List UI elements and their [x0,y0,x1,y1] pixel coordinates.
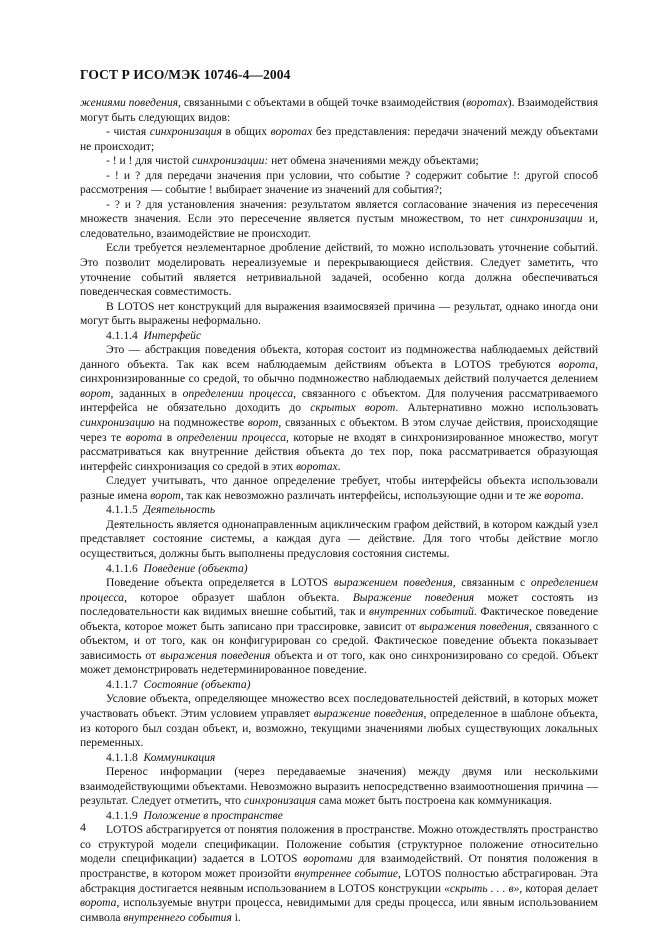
text-run: Условие объекта, определяющее множество всех последовательностей действий, в которых может участвовать объект. Этим условием управляет [80,693,598,720]
paragraph [80,474,598,503]
text-run: Перенос информации (через передаваемые значения) между двумя или несколькими взаимодействующими объектами. Невозможно выразить непосредственно взаимоотношения причина — результат. Следует отметить, что [80,766,598,808]
text-run: i. [231,911,241,924]
text-run: - ? и ? для установления значения: результатом является согласование значения из пересечения множеств значения. Если это пересечение является пустым множеством, то нет [80,198,598,226]
text-run: и, следовательно, взаимодействие не происходит. [80,213,598,240]
emphasis-text: синхронизация [149,126,222,139]
list-item [80,154,598,169]
section-number: 4.1.1.5 [106,504,138,517]
text-run: нет обмена значениями между объектами; [268,155,479,168]
emphasis-text: внутреннее событие [294,867,399,880]
text-run: ). Взаимодействия могут быть следующих видов: [80,97,599,124]
section-number: 4.1.1.6 [106,562,138,575]
text-run: . Фактическое поведение объекта, которое может быть записано при трассировке, зависит от [80,606,598,633]
emphasis-text: ворот [150,489,181,502]
emphasis-text: жениями поведения, [80,97,181,109]
text-run: в [162,431,177,444]
text-run: , связанным с [452,577,531,590]
paragraph [80,241,598,299]
section-heading-behaviour [80,562,598,577]
emphasis-text: воротах [270,126,313,139]
emphasis-text: выражением поведения [333,577,453,590]
emphasis-text: ворота [125,431,163,444]
text-run: Если требуется неэлементарное дробление действий, то можно использовать уточнение событий. Это позволит моделировать нереализуемые и перекрывающиеся действия. Следует заметить, что уточнение событий является нетривиальной задачей, особенно когда должна обеспечиваться поведенческая совместимость. [80,242,598,299]
section-heading-location [80,809,598,824]
text-run: Следует учитывать, что данное определение требует, чтобы интерфейсы объекта использовали разные имена [80,475,598,502]
list-item [80,125,598,154]
section-number: 4.1.1.4 [106,329,138,342]
paragraph [80,576,598,678]
text-run: , синхронизированные со средой, то обычно подмножество наблюдаемых действий получается делением [80,358,598,386]
paragraph [80,343,598,474]
text-run: LOTOS абстрагируется от понятия положения в пространстве. Можно отождествлять пространство со структурой модели спецификации. Положение события (структурное положение относительно модели спецификации) задается в LOTOS [80,824,598,866]
text-run: может состоять из последовательности как видимых внешне событий, так и [80,591,598,619]
text-run: . [580,489,584,502]
emphasis-text: ворот [80,387,111,400]
text-run: , так как невозможно различать интерфейсы, использующие одни и те же [180,489,545,502]
section-title: Интерфейс [143,329,202,342]
page-header: ГОСТ Р ИСО/МЭК 10746-4—2004 [80,67,291,82]
text-run: , связанного с объектом, и от того, как он конфигурирован со средой. Фактическое поведение объекта показывает зависимость от [80,620,598,662]
emphasis-text: ворота [80,897,117,910]
section-number: 4.1.1.9 [106,809,138,822]
text-run: для взаимодействий. От понятия положения в пространстве, в котором может произойти [80,853,598,880]
paragraph [80,300,598,329]
paragraph [80,823,598,925]
text-run: . [337,460,341,473]
emphasis-text: определении процесса [182,387,294,400]
emphasis-text: «скрыть . . . в» [444,882,520,895]
emphasis-text: внутреннего события [123,911,232,924]
text-run: Поведение объекта определяется в LOTOS [106,577,334,590]
text-run: объекта и от того, как оно синхронизировано со средой. Объект может демонстрировать недетерминированное поведение. [80,649,598,677]
text-run: В LOTOS нет конструкций для выражения взаимосвязей причина — результат, однако иногда они могут быть выражены неформально. [80,300,598,328]
emphasis-text: определении процесса [176,431,286,444]
text-run: без представления: передачи значений между объектами не происходит; [80,126,598,153]
section-title: Положение в пространстве [143,809,283,822]
emphasis-text: Выражение поведения [352,591,475,604]
paragraph [80,96,598,125]
section-title: Коммуникация [143,751,216,764]
text-run: , которые не входят в синхронизированное множество, могут рассматриваться как внутренние действия объекта до тех пор, пока рассматривается образующая интерфейс синхронизация со средой в этих [80,431,598,473]
paragraph [80,518,598,562]
text-run: связанными с объектами в общей точке взаимодействия ( [180,97,467,109]
list-item [80,169,598,198]
text-run: - ! и ? для передачи значения при условии, что событие ? содержит событие !: другой способ рассмотрения — событие ! выбирает значение из значений для события?; [80,169,598,197]
emphasis-text: синхронизации: [191,155,269,168]
text-run: , заданных в [110,387,183,400]
text-run: - чистая [106,126,150,139]
text-run: , которое образует шаблон объекта. [124,591,353,604]
document-body [80,96,598,925]
section-heading-state [80,678,598,693]
paragraph [80,765,598,809]
text-run: , которая делает [519,882,598,895]
text-run: . Альтернативно можно использовать [395,402,598,415]
emphasis-text: синхронизации [510,213,583,226]
text-run: на подмножестве [154,417,248,430]
emphasis-text: синхронизацию [80,417,155,430]
section-heading-interface [80,329,598,344]
emphasis-text: выражения поведения [160,649,271,662]
text-run: Это — абстракция поведения объекта, которая состоит из подмножества наблюдаемых действий данного объекта. Так как всем наблюдаемым действиям объекта в LOTOS требуются [80,344,598,371]
emphasis-text: определением процесса [80,577,598,604]
emphasis-text: ворот [247,417,279,430]
section-title: Деятельность [143,504,216,517]
emphasis-text: скрытых ворот [310,402,396,415]
text-run: , определенное в шаблоне объекта, из которого был создан объект, и, возможно, текущими значениями любых существующих локальных переменных. [80,707,598,750]
text-run: , LOTOS полностью абстрагирован. Эта абстракция достигается неявным использованием в LOTOS конструкции [80,867,598,895]
emphasis-text: выражение поведения [313,707,424,720]
section-number: 4.1.1.7 [106,678,138,691]
text-run: - ! и ! для чистой [106,155,192,168]
emphasis-text: ворота [544,489,581,502]
text-run: в общих [221,126,271,139]
section-title: Поведение (объекта) [143,562,248,575]
emphasis-text: синхронизация [243,795,316,808]
text-run: , связанного с объектом. Для получения рассматриваемого интерфейса не обязательно доходить до [80,387,598,415]
emphasis-text: ворота [558,358,596,371]
list-item [80,198,598,242]
emphasis-text: внутренних событий [368,606,474,619]
text-run: , используемые внутри процесса, невидимыми для среды процесса, или явным использованием символа [80,897,598,924]
emphasis-text: воротах [466,97,508,109]
emphasis-text: воротах [296,460,338,473]
section-number: 4.1.1.8 [106,751,138,764]
page-number: 4 [80,820,86,834]
section-heading-communication [80,751,598,766]
text-run: , связанных с объектом. В этом случае действия, происходящие через те [80,417,598,444]
emphasis-text: воротами [303,853,353,866]
section-heading-activity [80,503,598,518]
text-run: сама может быть построена как коммуникация. [315,795,553,808]
section-title: Состояние (объекта) [143,678,251,691]
text-run: Деятельность является однонаправленным ациклическим графом действий, в котором каждый узел представляет состояние системы, а каждая дуга — действие. Для того чтобы действие могло осуществиться, должны быть выполнены предусловия состояния системы. [80,518,598,560]
emphasis-text: выражения поведения [419,620,530,633]
paragraph [80,692,598,750]
